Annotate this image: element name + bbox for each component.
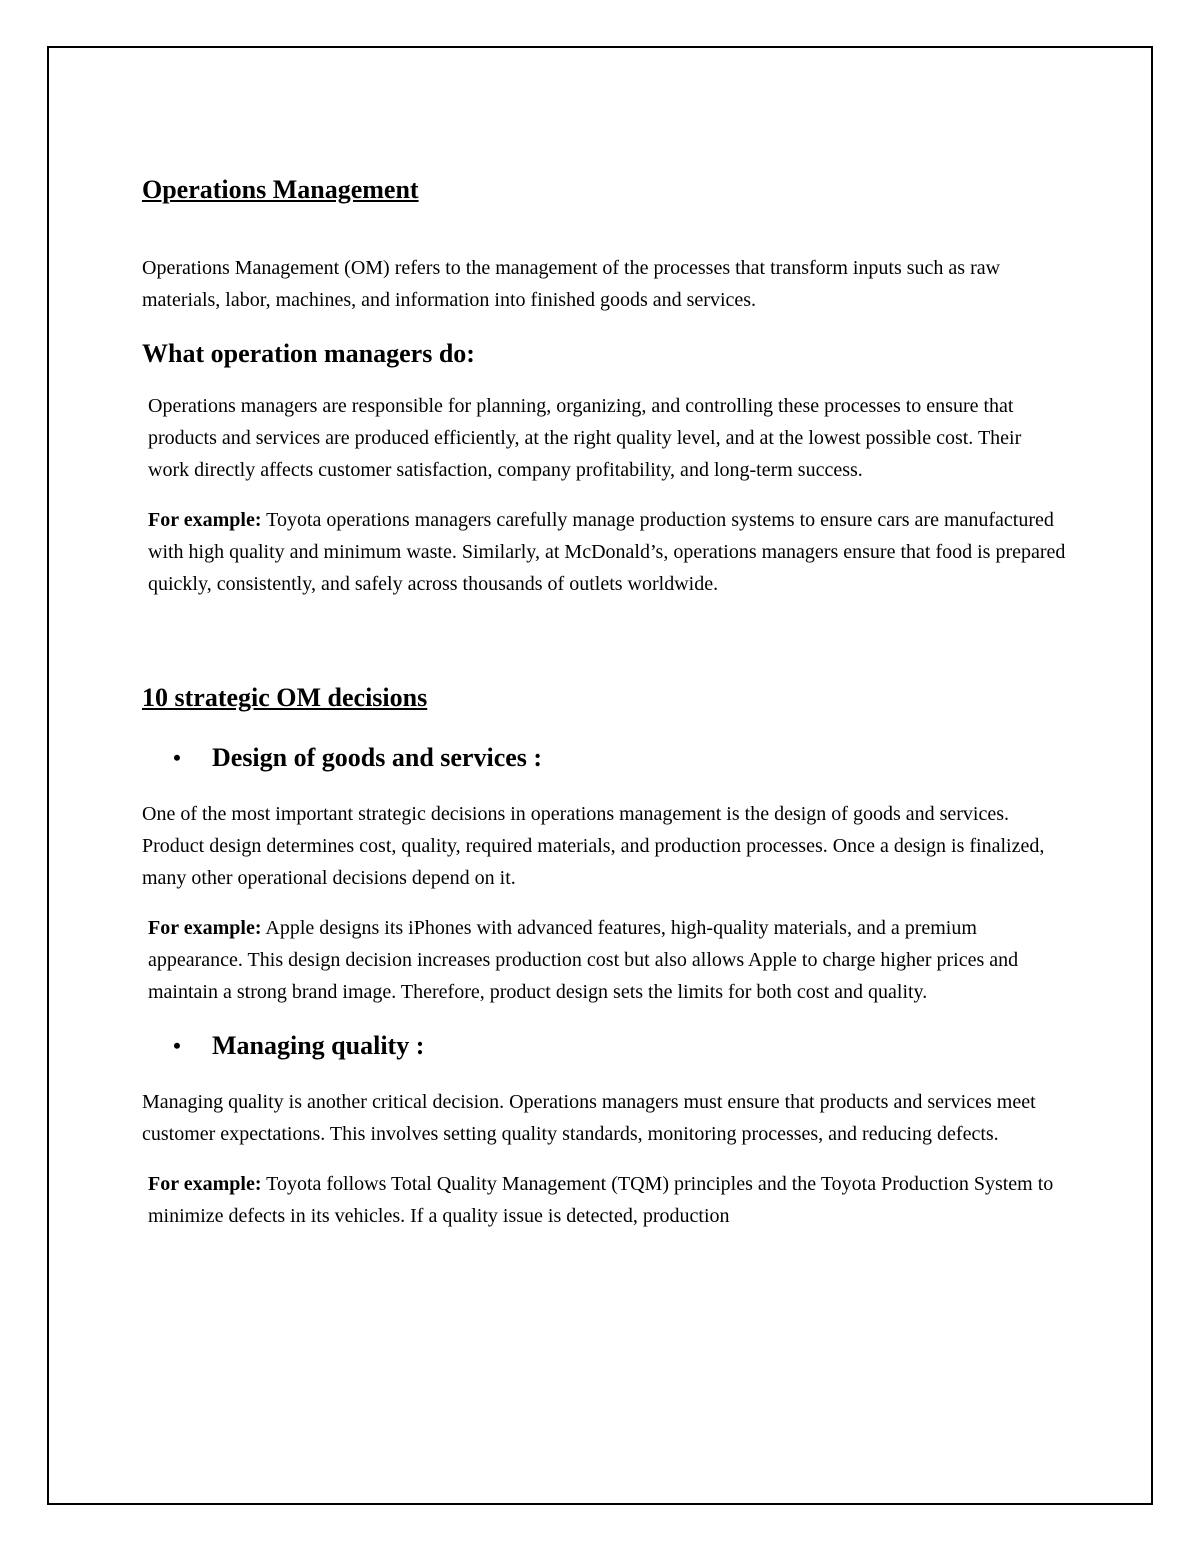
bullet-heading-design bbox=[142, 738, 1067, 778]
bullet-title: Design of goods and services : bbox=[212, 743, 543, 772]
bullet-title: Managing quality : bbox=[212, 1031, 425, 1060]
design-paragraph: One of the most important strategic decisions in operations management is the design of goods and services. Product design determines cost, quality, required materials, and production processes. Once a design is finalized, many other operational decisions depend on it. bbox=[142, 803, 1045, 889]
quality-example-paragraph bbox=[142, 1168, 1067, 1232]
section-heading-what-managers-do: What operation managers do: bbox=[142, 339, 475, 368]
section-heading-strategic-decisions: 10 strategic OM decisions bbox=[142, 683, 428, 712]
bullet-heading-quality bbox=[142, 1026, 1067, 1066]
example-text: Toyota operations managers carefully manage production systems to ensure cars are manufactured with high quality and minimum waste. Similarly, at McDonald’s, operations managers ensure that food is prepared quickly, consistently, and safely across thousands of outlets worldwide. bbox=[148, 509, 1066, 595]
bullet-icon: • bbox=[173, 745, 181, 770]
example-paragraph bbox=[142, 504, 1067, 600]
design-example-paragraph bbox=[142, 912, 1067, 1008]
example-label: For example: bbox=[148, 917, 262, 939]
bullet-icon: • bbox=[173, 1033, 181, 1058]
example-text: Toyota follows Total Quality Management (TQM) principles and the Toyota Production System to minimize defects in its vehicles. If a quality issue is detected, production bbox=[148, 1173, 1054, 1227]
example-label: For example: bbox=[148, 509, 262, 531]
document-body bbox=[142, 170, 1067, 1232]
quality-paragraph: Managing quality is another critical decision. Operations managers must ensure that products and services meet customer expectations. This involves setting quality standards, monitoring processes, and reducing defects. bbox=[142, 1091, 1036, 1145]
example-label: For example: bbox=[148, 1173, 262, 1195]
example-text: Apple designs its iPhones with advanced features, high-quality materials, and a premium appearance. This design decision increases production cost but also allows Apple to charge higher prices and maintain a strong brand image. Therefore, product design sets the limits for both cost and quality. bbox=[148, 917, 1019, 1003]
managers-paragraph: Operations managers are responsible for planning, organizing, and controlling these processes to ensure that products and services are produced efficiently, at the right quality level, and at the lowest possible cost. Their work directly affects customer satisfaction, company profitability, and long-term success. bbox=[148, 395, 1022, 481]
document-title: Operations Management bbox=[142, 175, 419, 204]
intro-paragraph: Operations Management (OM) refers to the management of the processes that transform inputs such as raw materials, labor, machines, and information into finished goods and services. bbox=[142, 257, 1001, 311]
